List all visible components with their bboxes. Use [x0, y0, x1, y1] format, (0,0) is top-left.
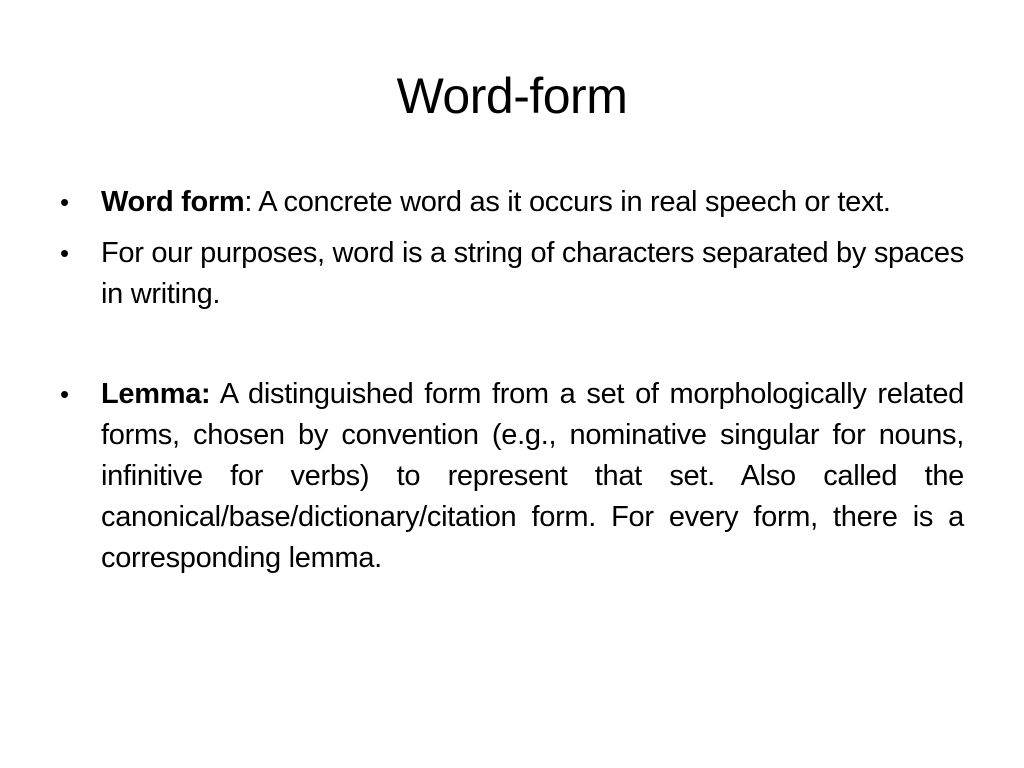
bullet-term: Lemma: [101, 378, 211, 410]
slide-title: Word-form [396, 68, 628, 124]
bullet-separator: : [244, 186, 253, 218]
bullet-dot: • [60, 187, 69, 217]
bullet-text [101, 186, 891, 218]
bullet-definition: A distinguished form from a set of morphologically related forms, chosen by convention (e.g., nominative singular for nouns, infinitive for verbs) to represent that set. Also called the canonical/base/dictionary/citation form. For every form, there is a corresponding lemma. [101, 378, 964, 574]
slide-body [58, 182, 964, 579]
bullet-dot: • [60, 238, 69, 268]
bullet-word-form [58, 182, 964, 223]
bullet-word-purpose [58, 233, 964, 315]
bullet-dot: • [60, 379, 69, 409]
bullet-lemma [58, 374, 964, 579]
bullet-definition: A concrete word as it occurs in real speech or text. [252, 186, 891, 218]
bullet-text: For our purposes, word is a string of characters separated by spaces in writing. [101, 237, 964, 310]
bullet-term: Word form [101, 186, 245, 218]
bullet-text [101, 378, 964, 574]
